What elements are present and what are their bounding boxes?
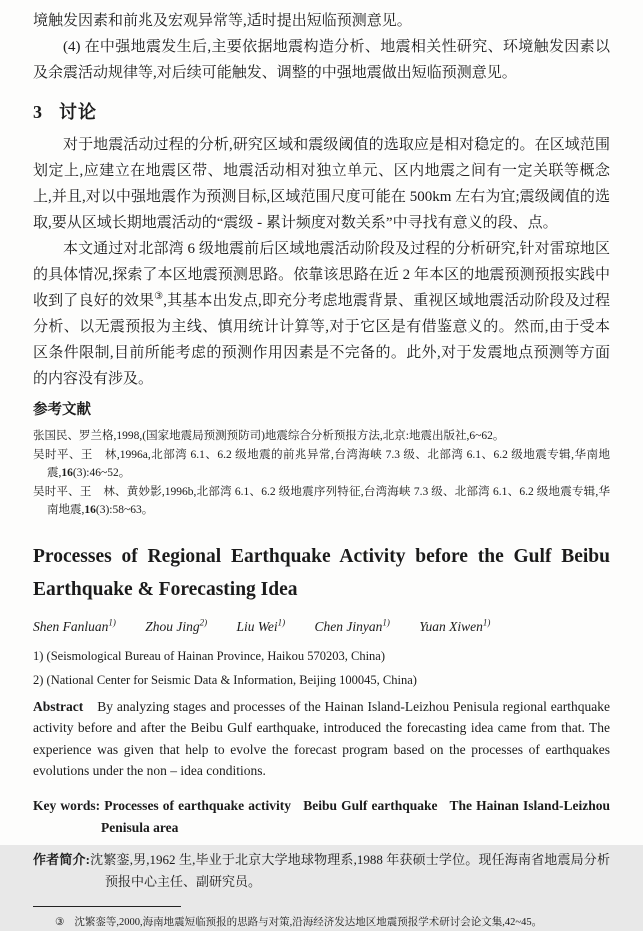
author-list [33,616,610,638]
footnote-divider [33,906,181,907]
discussion-paragraph-2-text: 本文通过对北部湾 6 级地震前后区域地震活动阶段及过程的分析研究,针对雷琼地区的具体情况,探索了本区地震预测思路。依靠该思路在近 2 年本区的地震预测预报实践中收到了良好的效果 [33,241,610,309]
affiliation-2: 2) (National Center for Seismic Data & Information, Beijing 100045, China) [33,672,417,687]
reference-item [33,446,610,483]
intro-item-4: (4) 在中强地震发生后,主要依据地震构造分析、地震相关性研究、环境触发因素以及余震活动规律等,对后续可能触发、调整的中强地震做出短临预测意见。 [33,39,610,81]
author-name: Yuan Xiwen$^{1)}$ [419,617,491,634]
references-list [33,427,610,520]
author-name: Zhou Jing$^{2)}$ [145,617,208,634]
english-title [33,540,610,606]
footnote-reference-mark: ③ [154,291,164,302]
reference-pages: (3):46~52。 [72,467,131,479]
section-number: 3 [33,102,43,122]
author-affiliation-mark: 1) [382,617,390,627]
english-title-line-1: Processes of Regional Earthquake Activity before the Gulf Beibu [33,545,610,567]
discussion-paragraph-2-text-cont: ,其基本出发点,即充分考虑地震背景、重视区域地震活动阶段及过程分析、以无震预报为主线、慎用统计计算等,对于它区是有借鉴意义的。然而,由于受本区条件限制,目前所能考虑的预测作用因素是不完备的。此外,对于发震地点预测等方面的内容没有涉及。 [33,293,610,387]
discussion-paragraph-2 [33,236,610,392]
reference-pages: (3):58~63。 [95,504,154,516]
reference-volume: 16 [84,504,96,516]
keywords-text: Processes of earthquake activity Beibu Gulf earthquake The Hainan Island-Leizhou Penisula area [101,798,614,835]
reference-text: 张国民、罗兰格,1998,(国家地震局预测预防司)地震综合分析预报方法,北京:地震出版社,6~62。 [33,430,505,442]
author-name: Liu Wei$^{1)}$ [236,617,286,634]
abstract-label: Abstract [33,698,84,714]
english-title-line-2: Earthquake & Forecasting Idea [33,578,298,600]
author-affiliation-mark: 2) [199,617,208,627]
author-bio-text: 沈繁銮,男,1962 生,毕业于北京大学地球物理系,1988 年获硕士学位。现任海南省地震局分析预报中心主任、副研究员。 [90,852,610,889]
section-heading-discussion [33,98,610,124]
affiliation-1: 1) (Seismological Bureau of Hainan Province, Haikou 570203, China) [33,648,386,663]
footnote-text: 沈繁銮等,2000,海南地震短临预报的思路与对策,沿海经济发达地区地震预报学术研讨会论文集,42~45。 [74,917,543,928]
keywords [33,795,614,839]
author-affiliation-mark: 1) [277,617,286,627]
reference-text: 吴时平、王 林、黄妙影,1996b,北部湾 6.1、6.2 级地震序列特征,台湾海峡 7.3 级、北部湾 6.1、6.2 级地震专辑,华南地震, [33,485,610,516]
author-affiliation-mark: 1) [108,617,116,627]
keywords-label: Key words: [33,798,101,813]
discussion-paragraph-1: 对于地震活动过程的分析,研究区域和震级阈值的选取应是相对稳定的。在区域范围划定上,应建立在地震区带、地震活动相对独立单元、区内地震之间有一定关联等概念上,并且,对以中强地震作为预测目标,区域范围尺度可能在 500km 左右为宜;震级阈值的选取,要从区域长期地震活动的“震级 - 累计频度对数关系”中寻找有意义的段、点。 [33,137,610,231]
author-bio [33,849,610,893]
affiliations [33,644,610,692]
references-heading: 参考文献 [33,402,91,418]
section-title: 讨论 [59,102,97,122]
footnote [33,915,610,931]
reference-item [33,427,610,446]
author-name: Chen Jinyan$^{1)}$ [314,617,390,634]
abstract [33,696,610,782]
reference-item [33,483,610,520]
intro-continuation-line: 境触发因素和前兆及宏观异常等,适时提出短临预测意见。 [33,13,412,29]
reference-volume: 16 [61,467,73,479]
footnote-marker: ③ [55,917,65,928]
author-name: Shen Fanluan$^{1)}$ [33,617,116,634]
author-bio-label: 作者简介: [33,852,91,867]
author-affiliation-mark: 1) [482,617,491,627]
reference-text: 吴时平、王 林,1996a,北部湾 6.1、6.2 级地震的前兆异常,台湾海峡 7.3 级、北部湾 6.1、6.2 级地震专辑,华南地震, [33,448,610,479]
abstract-text: By analyzing stages and processes of the Hainan Island-Leizhou Penisula regional earthquake activity before and after the Beibu Gulf earthquake, introduced the forecasting idea came from that. The experience was given that help to evolve the forecast program based on the processes of earthquakes evolutions under the non – idea conditions. [33,698,610,778]
